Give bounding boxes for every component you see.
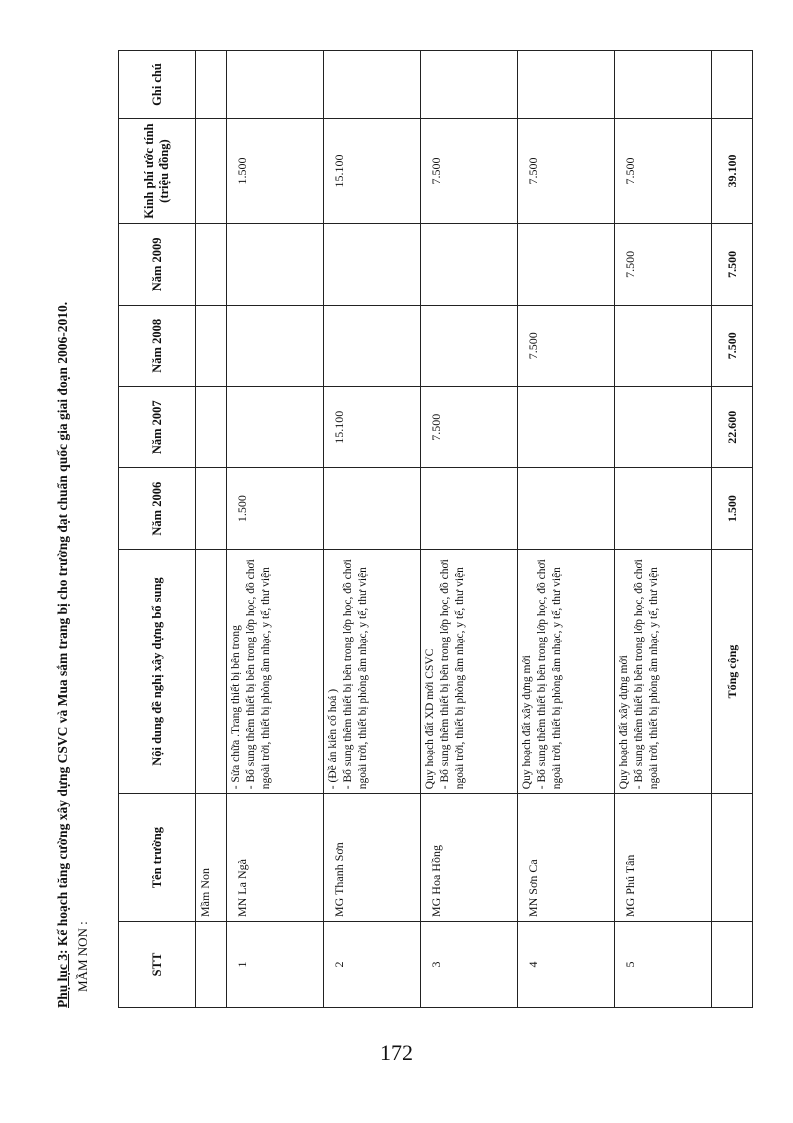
header-2007: Năm 2007 [119,387,196,468]
header-row [119,51,196,1008]
row-2007 [227,387,324,468]
header-stt: STT [119,922,196,1008]
row-school: MN Sơn Ca [518,794,615,922]
total-cost: 39.100 [712,118,753,223]
row-2008: 7.500 [518,305,615,386]
row-school: MN La Ngà [227,794,324,922]
row-school: MG Hoa Hồng [421,794,518,922]
total-2007: 22.600 [712,387,753,468]
group-row [196,51,227,1008]
row-content: Quy hoạch đất xây dựng mới - Bổ sung thêm thiết bị bên trong lớp học, đồ chơi ngoài trời, thiết bị phòng âm nhạc, y tế, thư viện [518,549,615,793]
row-2006 [324,468,421,549]
row-total: 1.500 [227,118,324,223]
row-content: - (Đề án kiên cố hoá ) - Bổ sung thêm thiết bị bên trong lớp học, đồ chơi ngoài trời, thiết bị phòng âm nhạc, y tế, thư viện [324,549,421,793]
caption-text: : Kế hoạch tăng cường xây dựng CSVC và Mua sắm trang bị cho trường đạt chuẩn quốc gia giai đoạn 2006-2010. [55,301,70,954]
row-2006 [421,468,518,549]
table-row [227,51,324,1008]
row-2008 [324,305,421,386]
appendix-label: Phụ lục 3 [55,953,70,1008]
header-estimated-cost: Kinh phí ước tính (triệu đồng) [119,118,196,223]
section-subtitle: MẦM NON : [75,921,90,992]
header-2006: Năm 2006 [119,468,196,549]
total-2008: 7.500 [712,305,753,386]
total-row [712,51,753,1008]
row-2007 [518,387,615,468]
row-2009: 7.500 [615,224,712,305]
total-label: Tổng cộng [712,549,753,793]
total-2006: 1.500 [712,468,753,549]
row-2006: 1.500 [227,468,324,549]
row-school: MG Thanh Sơn [324,794,421,922]
row-2008 [615,305,712,386]
row-notes [324,51,421,119]
row-notes [615,51,712,119]
row-2007: 7.500 [421,387,518,468]
row-stt: 2 [324,922,421,1008]
row-2009 [518,224,615,305]
row-notes [227,51,324,119]
header-notes: Ghi chú [119,51,196,119]
table-row [518,51,615,1008]
row-2009 [421,224,518,305]
row-2009 [227,224,324,305]
row-2006 [615,468,712,549]
rotated-page [55,50,739,1008]
table-row [615,51,712,1008]
row-content: Quy hoạch đất xây dựng mới - Bổ sung thêm thiết bị bên trong lớp học, đồ chơi ngoài trời, thiết bị phòng âm nhạc, y tế, thư viện [615,549,712,793]
document-caption [55,302,71,1008]
plan-table [118,50,753,1008]
header-2008: Năm 2008 [119,305,196,386]
row-stt: 1 [227,922,324,1008]
row-2009 [324,224,421,305]
row-stt: 3 [421,922,518,1008]
row-total: 15.100 [324,118,421,223]
row-2008 [227,305,324,386]
row-school: MG Phú Tân [615,794,712,922]
row-total: 7.500 [421,118,518,223]
row-total: 7.500 [518,118,615,223]
table-row [324,51,421,1008]
row-stt: 4 [518,922,615,1008]
group-label: Mầm Non [196,794,227,922]
row-notes [518,51,615,119]
row-content: - Sửa chữa .Trang thiết bị bên trong - Bổ sung thêm thiết bị bên trong lớp học, đồ chơi ngoài trời, thiết bị phòng âm nhạc, y tế, thư viện [227,549,324,793]
row-2008 [421,305,518,386]
row-2007 [615,387,712,468]
row-content: Quy hoạch đất XD mới CSVC - Bổ sung thêm thiết bị bên trong lớp học, đồ chơi ngoài trời, thiết bị phòng âm nhạc, y tế, thư viện [421,549,518,793]
header-content: Nội dung đề nghị xây dựng bổ sung [119,549,196,793]
header-2009: Năm 2009 [119,224,196,305]
row-2006 [518,468,615,549]
page-number: 172 [380,1040,413,1065]
row-stt: 5 [615,922,712,1008]
table-row [421,51,518,1008]
row-2007: 15.100 [324,387,421,468]
header-school-name: Tên trường [119,794,196,922]
row-notes [421,51,518,119]
row-total: 7.500 [615,118,712,223]
total-2009: 7.500 [712,224,753,305]
